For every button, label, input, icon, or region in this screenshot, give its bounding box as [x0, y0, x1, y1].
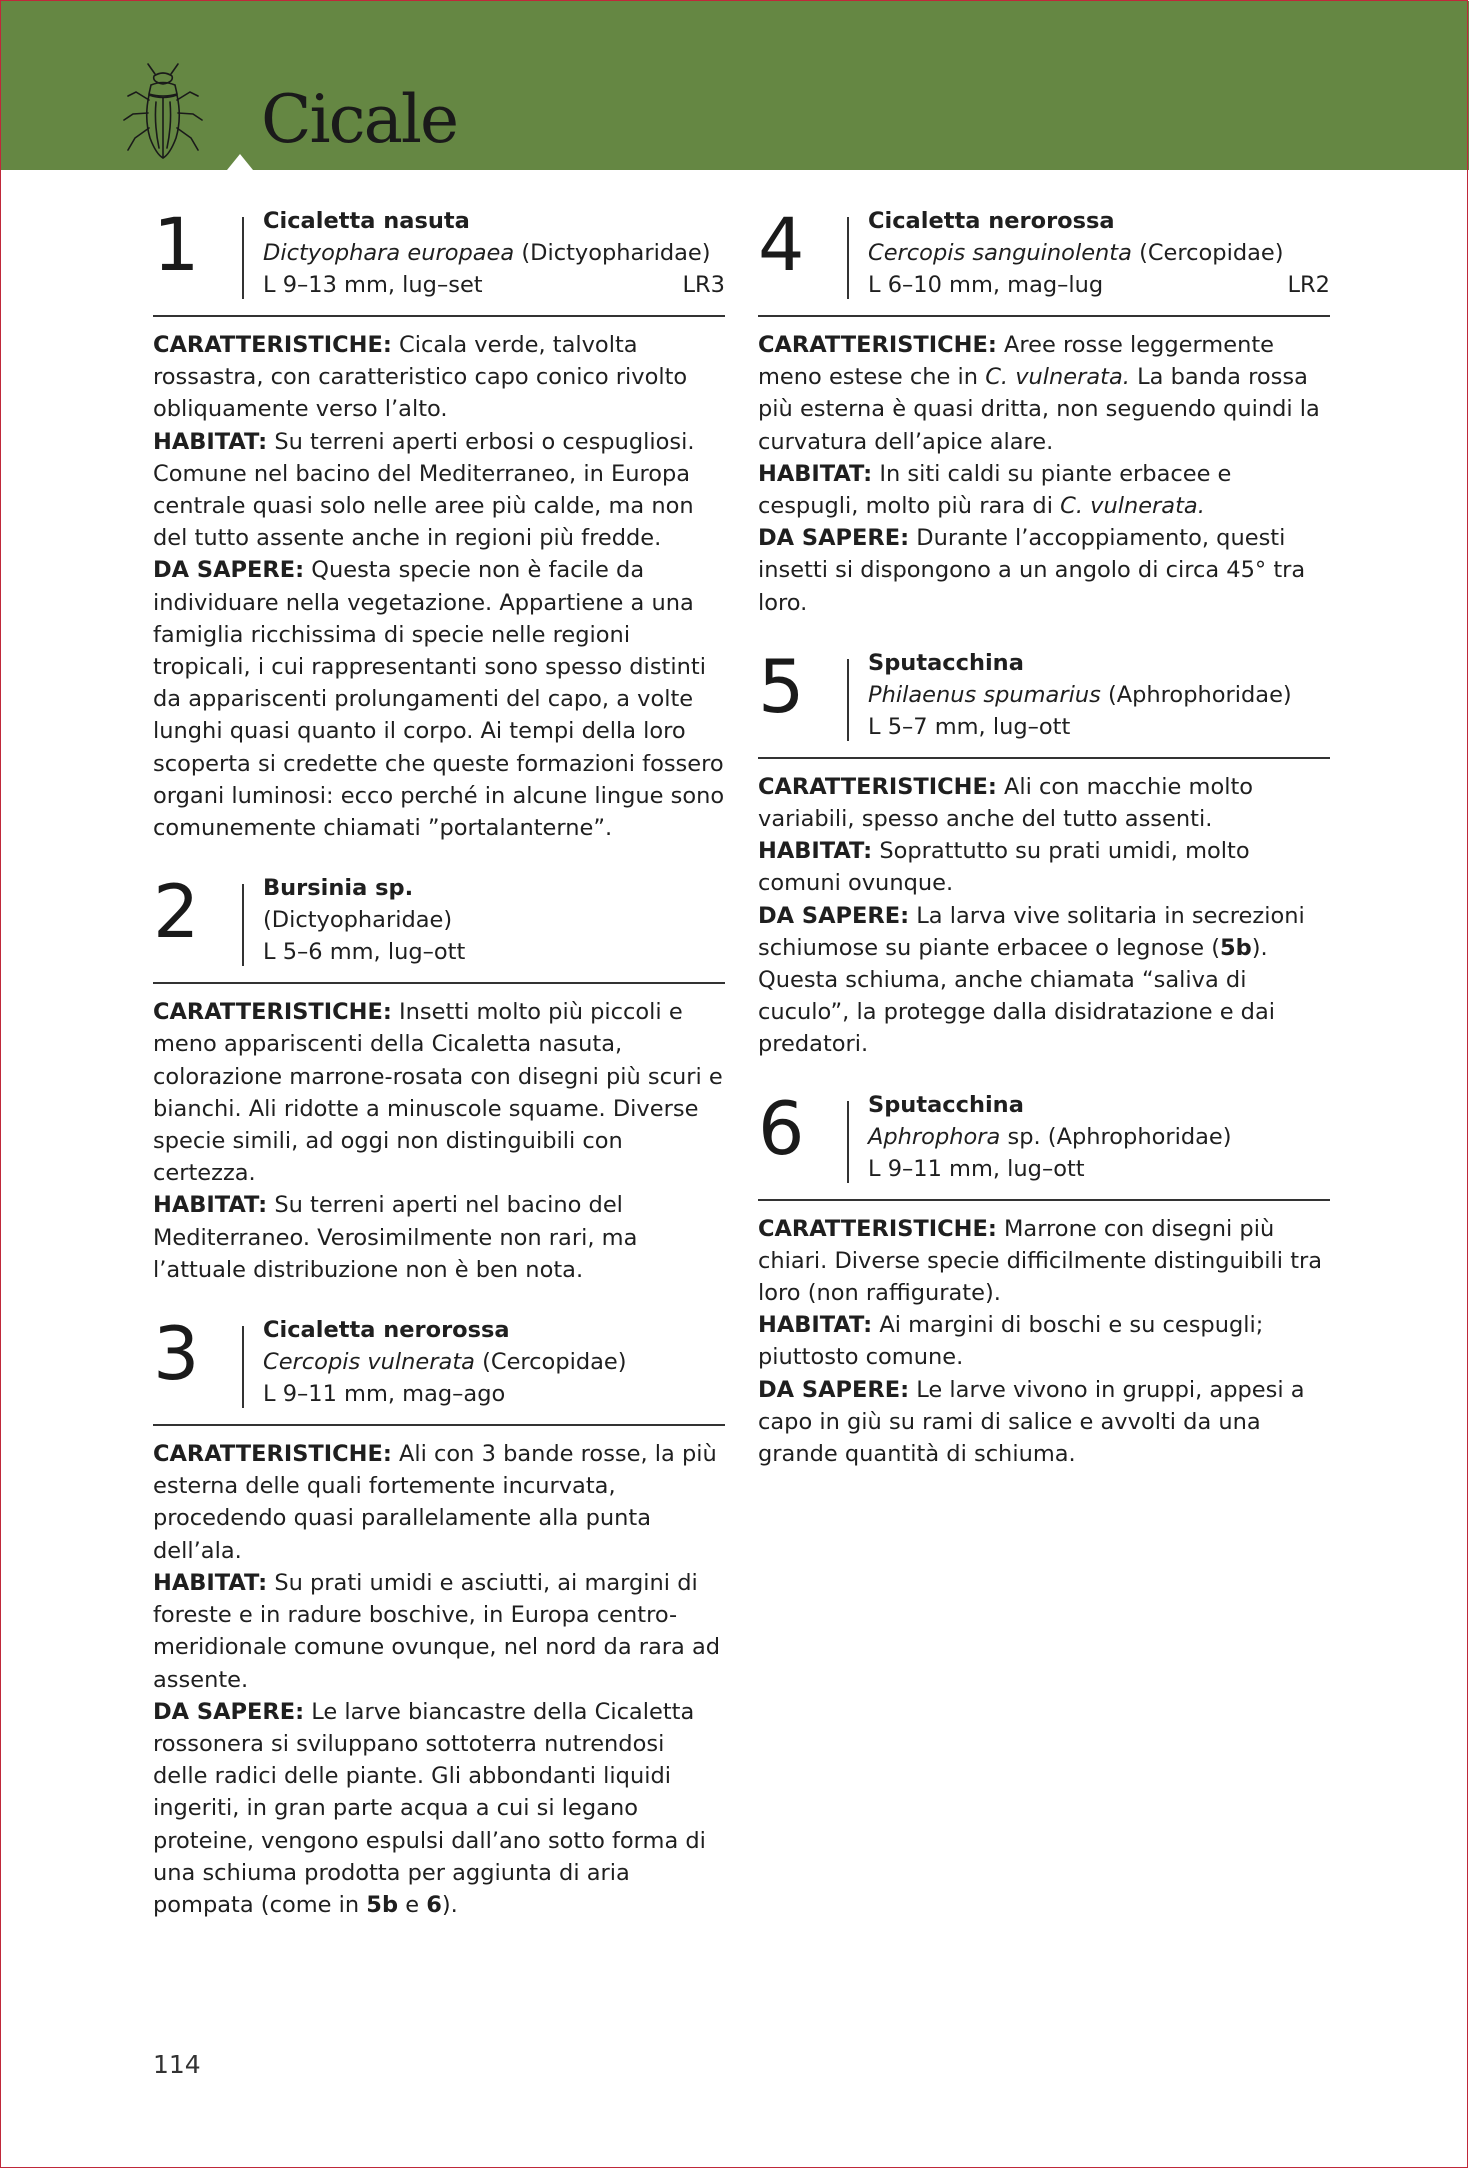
entry-number: 3: [153, 1312, 200, 1398]
da-sapere-paragraph: [153, 1696, 725, 1921]
habitat-label: HABITAT:: [153, 1569, 268, 1596]
scientific-name: Philaenus spumarius: [868, 681, 1101, 708]
size-line: [868, 1153, 1330, 1185]
entry-divider: [758, 1199, 1330, 1201]
entry-info: [244, 872, 725, 968]
common-name: Cicaletta nerorossa: [263, 1317, 510, 1344]
habitat-paragraph: [153, 1189, 725, 1286]
entry-number: 2: [153, 870, 200, 956]
caratteristiche-label: CARATTERISTICHE:: [758, 332, 997, 358]
habitat-label: HABITAT:: [153, 428, 268, 455]
entry-divider: [758, 315, 1330, 317]
habitat-paragraph: [758, 835, 1330, 899]
da-sapere-text: Questa specie non è facile da individuare nella vegetazione. Appartiene a una famiglia ricchissima di specie nelle regioni tropicali, i cui rappresentanti sono spesso distinti da appariscenti prolungamenti del capo, a volte lunghi quasi quanto il corpo. Ai tempi della loro scoperta si credette che queste formazioni fossero organi luminosi: ecco perché in alcune lingue sono comunemente chiamati ”portalanterne”.: [153, 557, 725, 842]
habitat-label: HABITAT:: [758, 1312, 873, 1339]
da-sapere-text: Durante l’accoppiamento, questi insetti si dispongono a un angolo di circa 45° tra loro.: [758, 525, 1306, 616]
habitat-text: In siti caldi su piante erbacee e cespugli, molto più rara di: [758, 460, 1232, 520]
entry-body: [758, 329, 1330, 619]
entry-divider: [758, 757, 1330, 759]
family-name: (Cercopidae): [482, 1349, 627, 1376]
header-band: [1, 1, 1469, 170]
family-name: (Aphrophoridae): [1047, 1123, 1232, 1150]
da-sapere-text: Le larve vivono in gruppi, appesi a capo in giù su rami di salice e avvolti da una grande quantità di schiuma.: [758, 1376, 1305, 1468]
size-season: L 5–6 mm, lug–ott: [263, 939, 466, 966]
caratteristiche-label: CARATTERISTICHE:: [758, 773, 997, 800]
species-entry-5: [758, 644, 1330, 1061]
species-entry-4: [758, 205, 1330, 619]
entry-body: [153, 996, 725, 1286]
size-line: [868, 711, 1330, 743]
entry-header: [153, 1314, 725, 1410]
species-entry-2: [153, 872, 725, 1286]
scientific-suffix: sp.: [1007, 1123, 1041, 1150]
header-notch: [227, 154, 253, 170]
caratteristiche-text: Marrone con disegni più chiari. Diverse specie difficilmente distinguibili tra loro (non raffigurate).: [758, 1215, 1323, 1307]
entry-header: [758, 1086, 1330, 1185]
da-sapere-text-cont: ). Questa schiuma, anche chiamata “saliva di cuculo”, la protegge dalla disidratazione e dai predatori.: [758, 934, 1276, 1058]
entry-info: [244, 205, 725, 301]
right-column: [758, 205, 1330, 1498]
entry-header: [153, 872, 725, 968]
habitat-paragraph: [153, 426, 725, 555]
scientific-name: Cercopis vulnerata: [263, 1349, 475, 1376]
size-line: [263, 1378, 725, 1410]
size-line: [868, 269, 1330, 301]
scientific-name-line: [263, 237, 725, 269]
da-sapere-label: DA SAPERE:: [758, 525, 910, 552]
caratteristiche-text: Cicala verde, talvolta rossastra, con caratteristico capo conico rivolto obliquamente verso l’alto.: [153, 332, 688, 423]
species-entry-6: [758, 1086, 1330, 1471]
entry-info: [849, 647, 1330, 743]
entry-divider: [153, 1424, 725, 1426]
common-name: Cicaletta nerorossa: [868, 208, 1115, 234]
scientific-name: Cercopis sanguinolenta: [868, 240, 1132, 266]
entry-divider: [153, 315, 725, 317]
da-sapere-label: DA SAPERE:: [758, 902, 910, 929]
caratteristiche-paragraph: [153, 996, 725, 1189]
habitat-label: HABITAT:: [153, 1192, 268, 1219]
cicada-icon: [118, 58, 208, 162]
size-line: [263, 269, 725, 301]
caratteristiche-paragraph: [758, 771, 1330, 835]
caratteristiche-paragraph: [153, 329, 725, 426]
scientific-name-line: [263, 1346, 725, 1378]
habitat-text: Ai margini di boschi e su cespugli; piuttosto comune.: [758, 1312, 1264, 1371]
caratteristiche-paragraph: [758, 1213, 1330, 1310]
entry-info: [849, 205, 1330, 301]
common-name: Bursinia sp.: [263, 875, 414, 902]
entry-body: [153, 1438, 725, 1921]
scientific-name-line: [868, 679, 1330, 711]
ref-join: e: [405, 1891, 420, 1918]
da-sapere-text: La larva vive solitaria in secrezioni schiumose su piante erbacee o legnose (: [758, 902, 1305, 961]
figure-ref: 5b: [1220, 934, 1252, 961]
caratteristiche-text-cont: La banda rossa più esterna è quasi dritta, non seguendo quindi la curvatura dell’apice alare.: [758, 364, 1320, 455]
left-column: [153, 205, 725, 1949]
habitat-text: Su prati umidi e asciutti, ai margini di foreste e in radure boschive, in Europa centro-meridionale comune ovunque, nel nord da rara ad assente.: [153, 1569, 721, 1693]
habitat-paragraph: [758, 1309, 1330, 1373]
da-sapere-paragraph: [758, 1374, 1330, 1471]
entry-info: [849, 1089, 1330, 1185]
habitat-label: HABITAT:: [758, 460, 873, 487]
species-entry-3: [153, 1314, 725, 1921]
family-name: (Cercopidae): [1139, 240, 1284, 266]
page-title: Cicale: [261, 81, 458, 158]
scientific-name: Aphrophora: [868, 1123, 1001, 1150]
scientific-name-line: [868, 237, 1330, 269]
entry-number: 6: [758, 1086, 805, 1172]
da-sapere-text: Le larve biancastre della Cicaletta rossonera si sviluppano sottoterra nutrendosi delle radici delle piante. Gli abbondanti liquidi ingeriti, in gran parte acqua a cui si legano proteine, vengono espulsi dall’ano sotto forma di una schiuma prodotta per aggiunta di aria pompata (come in: [153, 1698, 706, 1918]
da-sapere-paragraph: [758, 900, 1330, 1061]
species-ref: C. vulnerata.: [985, 364, 1130, 391]
size-season: L 5–7 mm, lug–ott: [868, 713, 1071, 740]
caratteristiche-paragraph: [153, 1438, 725, 1567]
status-code: LR3: [682, 272, 725, 298]
scientific-name: Dictyophara europaea: [263, 240, 515, 266]
da-sapere-paragraph: [758, 522, 1330, 619]
habitat-paragraph: [758, 458, 1330, 522]
common-name: Cicaletta nasuta: [263, 208, 470, 234]
entry-number: 1: [153, 203, 200, 288]
caratteristiche-label: CARATTERISTICHE:: [153, 999, 392, 1026]
caratteristiche-label: CARATTERISTICHE:: [758, 1215, 997, 1242]
scientific-name-line: [868, 1121, 1330, 1153]
habitat-label: HABITAT:: [758, 838, 873, 865]
family-name: (Aphrophoridae): [1107, 681, 1292, 708]
da-sapere-paragraph: [153, 554, 725, 844]
da-sapere-label: DA SAPERE:: [153, 1698, 305, 1725]
caratteristiche-text: Aree rosse leggermente meno estese che in: [758, 332, 1274, 391]
entry-body: [758, 771, 1330, 1061]
ref-end: ).: [441, 1891, 458, 1918]
da-sapere-label: DA SAPERE:: [758, 1376, 910, 1403]
entry-number: 5: [758, 644, 805, 730]
entry-header: [153, 205, 725, 301]
size-line: [263, 936, 725, 968]
entry-info: [244, 1314, 725, 1410]
entry-header: [758, 644, 1330, 743]
size-season: L 9–11 mm, lug–ott: [868, 1155, 1085, 1182]
family-name: (Dictyopharidae): [263, 907, 453, 934]
habitat-text: Soprattutto su prati umidi, molto comuni ovunque.: [758, 838, 1250, 897]
habitat-paragraph: [153, 1567, 725, 1696]
family-name: (Dictyopharidae): [521, 240, 711, 266]
entry-body: [153, 329, 725, 844]
caratteristiche-text: Ali con macchie molto variabili, spesso anche del tutto assenti.: [758, 773, 1254, 833]
entry-body: [758, 1213, 1330, 1471]
da-sapere-label: DA SAPERE:: [153, 557, 305, 584]
status-code: LR2: [1287, 272, 1330, 298]
caratteristiche-text: Ali con 3 bande rosse, la più esterna delle quali fortemente incurvata, procedendo quasi parallelamente alla punta dell’ala.: [153, 1441, 717, 1564]
size-season: L 9–11 mm, mag–ago: [263, 1381, 506, 1408]
habitat-text: Su terreni aperti nel bacino del Mediterraneo. Verosimilmente non rari, ma l’attuale distribuzione non è ben nota.: [153, 1192, 638, 1283]
common-name: Sputacchina: [868, 1091, 1024, 1118]
caratteristiche-paragraph: [758, 329, 1330, 458]
entry-header: [758, 205, 1330, 301]
page-number: 114: [153, 2050, 201, 2079]
figure-ref: 6: [426, 1891, 442, 1918]
species-entry-1: [153, 205, 725, 844]
entry-divider: [153, 982, 725, 984]
size-season: L 6–10 mm, mag–lug: [868, 272, 1104, 298]
size-season: L 9–13 mm, lug–set: [263, 272, 483, 298]
caratteristiche-label: CARATTERISTICHE:: [153, 1441, 392, 1468]
caratteristiche-label: CARATTERISTICHE:: [153, 332, 392, 358]
caratteristiche-text: Insetti molto più piccoli e meno appariscenti della Cicaletta nasuta, colorazione marrone-rosata con disegni più scuri e bianchi. Ali ridotte a minuscole squame. Diverse specie simili, ad oggi non distinguibili con certezza.: [153, 999, 723, 1187]
habitat-text: Su terreni aperti erbosi o cespugliosi. Comune nel bacino del Mediterraneo, in Europa centrale quasi solo nelle aree più calde, ma non del tutto assente anche in regioni più fredde.: [153, 428, 695, 552]
species-ref: C. vulnerata.: [1060, 493, 1205, 520]
entry-number: 4: [758, 203, 805, 288]
figure-ref: 5b: [366, 1891, 399, 1918]
common-name: Sputacchina: [868, 649, 1024, 676]
